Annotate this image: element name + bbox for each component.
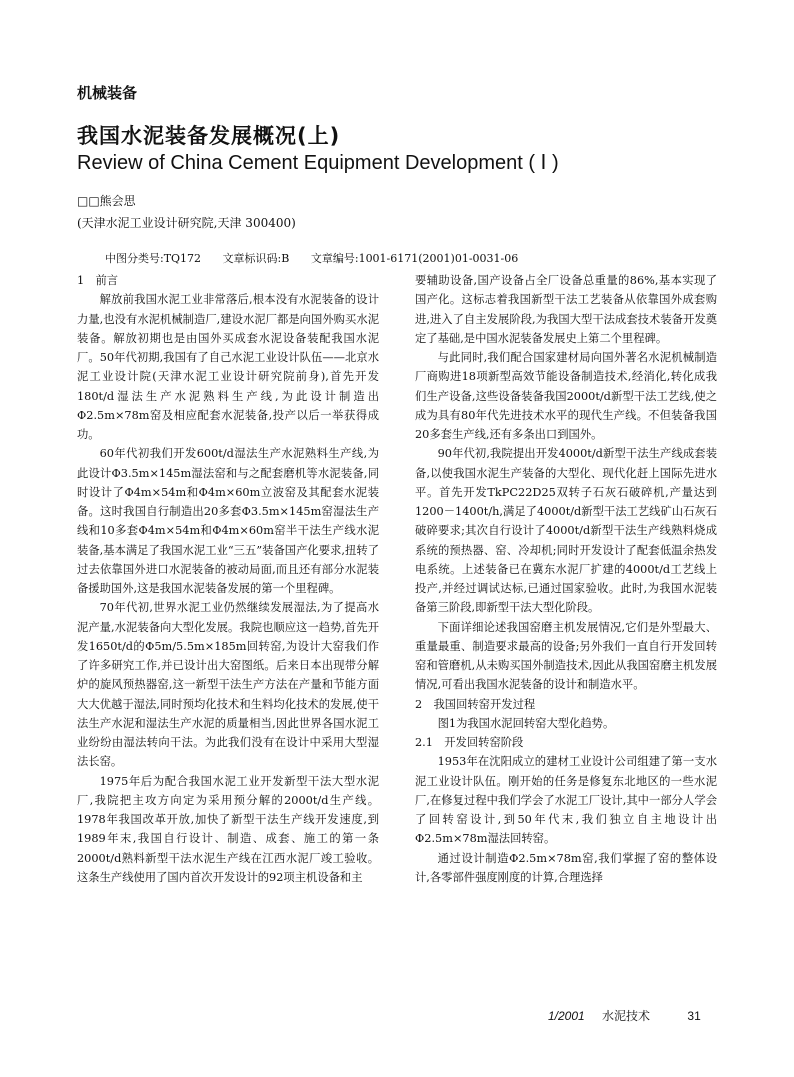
right-column [415, 271, 717, 887]
section-heading: 1 前言 [77, 274, 119, 287]
subsection-heading: 2.1 开发回转窑阶段 [415, 736, 524, 749]
section-heading: 2 我国回转窑开发过程 [415, 697, 536, 711]
body-paragraph: 解放前我国水泥工业非常落后,根本没有水泥装备的设计力量,也没有水泥机械制造厂,建设水泥厂都是向国外购买水泥装备。解放初期也是由国外买成套水泥设备装配我国水泥厂。50年代初期,我国有了自己水泥工业设计队伍——北京水泥工业设计院(天津水泥工业设计研究院前身),首先开发180t/d湿法生产水泥熟料生产线,为此设计制造出Φ2.5m×78m窑及相应配套水泥装备,投产以后一举获得成功。 [77, 293, 379, 441]
body-paragraph: 90年代初,我院提出开发4000t/d新型干法生产线成套装备,以使我国水泥生产装备的大型化、现代化赶上国际先进水平。首先开发TkPC22D25双转子石灰石破碎机,产量达到1200－1400t/h,满足了4000t/d新型干法工艺线矿山石灰石破碎要求;其次自行设计了4000t/d新型干法生产线熟料烧成系统的预热器、窑、冷却机;同时开发设计了配套低温余热发电系统。上述装备已在冀东水泥厂扩建的4000t/d工艺线上投产,并经过调试达标,已通过国家验收。此时,为我国水泥装备第三阶段,即新型干法大型化阶段。 [415, 447, 717, 615]
body-paragraph: 60年代初我们开发600t/d湿法生产水泥熟料生产线,为此设计Φ3.5m×145m湿法窑和与之配套磨机等水泥装备,同时设计了Φ4m×54m和Φ4m×60m立波窑及其配套水泥装备。这时我国自行制造出20多套Φ3.5m×145m窑湿法生产线和10多套Φ4m×54m和Φ4m×60m窑半干法生产线水泥装备,基本满足了我国水泥工业“三五”装备国产化要求,扭转了过去依靠国外进口水泥装备的被动局面,而且还有部分水泥装备援助国外,这是我国水泥装备发展的第一个里程碑。 [77, 447, 379, 595]
article-title-cn: 我国水泥装备发展概况(上) [77, 124, 341, 148]
body-paragraph: 图1为我国水泥回转窑大型化趋势。 [437, 716, 615, 730]
section-label: 机械装备 [77, 84, 138, 102]
body-paragraph: 与此同时,我们配合国家建材局向国外著名水泥机械制造厂商购进18项新型高效节能设备制造技术,经消化,转化成我们生产设备,这些设备装备我国2000t/d新型干法工艺线,使之成为具有80年代先进技术水平的现代生产线。不但装备我国20多套生产线,还有多条出口到国外。 [415, 351, 717, 441]
page-footer [548, 1007, 701, 1024]
left-column [77, 271, 379, 887]
document-code: 文章标识码:B [222, 252, 290, 265]
journal-name: 水泥技术 [602, 1009, 651, 1023]
body-paragraph-continued: 要辅助设备,国产设备占全厂设备总重量的86%,基本实现了国产化。这标志着我国新型干法工艺装备从依靠国外成套购进,进入了自主发展阶段,为我国大型干法成套技术装备开发奠定了基础,是中国水泥装备发展史上第二个里程碑。 [415, 274, 717, 345]
body-paragraph: 通过设计制造Φ2.5m×78m窑,我们掌握了窑的整体设计,各零部件强度刚度的计算,合理选择 [415, 851, 717, 884]
article-title-en: Review of China Cement Equipment Development ( Ⅰ ) [77, 152, 559, 174]
body-paragraph: 70年代初,世界水泥工业仍然继续发展湿法,为了提高水泥产量,水泥装备向大型化发展。我院也顺应这一趋势,首先开发1650t/d的Φ5m/5.5m×185m回转窑,为设计大窑我们作了许多研究工作,并已设计出大窑图纸。后来日本出现带分解炉的旋风预热器窑,这一新型干法生产方法在产量和节能方面大大优越于湿法,同时预均化技术和生料均化技术的发展,使干法生产水泥和湿法生产水泥的质量相当,因此世界各国水泥工业纷纷由湿法转向干法。为此我们没有在设计中采用大型湿法长窑。 [77, 601, 379, 769]
affiliation: (天津水泥工业设计研究院,天津 300400) [77, 216, 296, 230]
body-paragraph: 下面详细论述我国窑磨主机发展情况,它们是外型最大、重量最重、制造要求最高的设备;另外我们一直自行开发回转窑和管磨机,从未购买国外制造技术,因此从我国窑磨主机发展情况,可看出我国水泥装备的设计和制造水平。 [415, 620, 717, 692]
issue-number: 1/2001 [548, 1009, 585, 1023]
page-number: 31 [687, 1009, 701, 1023]
article-number: 文章编号:1001-6171(2001)01-0031-06 [310, 252, 519, 265]
body-paragraph: 1953年在沈阳成立的建材工业设计公司组建了第一支水泥工业设计队伍。刚开始的任务是修复东北地区的一些水泥厂,在修复过程中我们学会了水泥工厂设计,其中一部分人学会了回转窑设计,到50年代末,我们独立自主地设计出Φ2.5m×78m湿法回转窑。 [415, 755, 717, 846]
clc-number: 中图分类号:TQ172 [105, 252, 202, 265]
author: □□熊会思 [77, 194, 136, 208]
body-paragraph: 1975年后为配合我国水泥工业开发新型干法大型水泥厂,我院把主攻方向定为采用预分解的2000t/d生产线。1978年我国改革开放,加快了新型干法生产线开发速度,到1989年末,我国自行设计、制造、成套、施工的第一条2000t/d熟料新型干法水泥生产线在江西水泥厂竣工验收。这条生产线使用了国内首次开发设计的92项主机设备和主 [77, 774, 379, 884]
article-metadata [105, 250, 536, 266]
